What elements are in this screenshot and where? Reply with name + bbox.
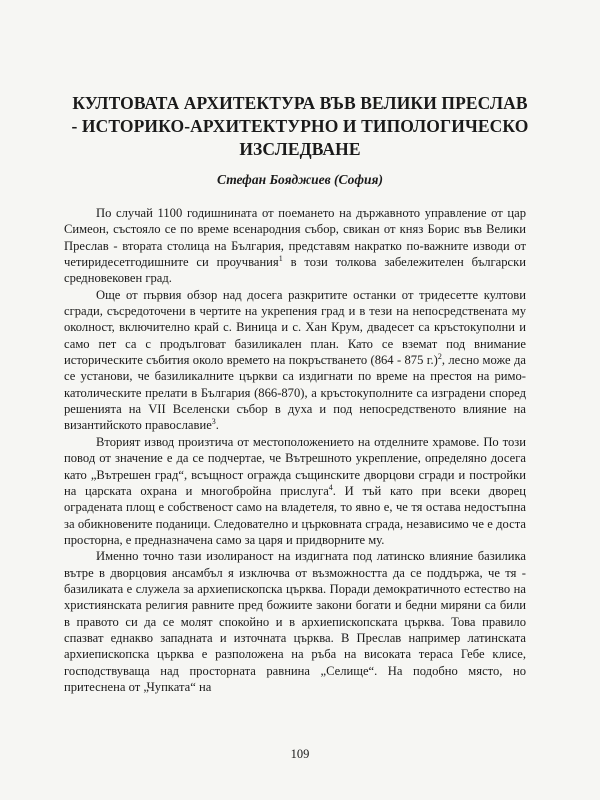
footnote-ref: 2 xyxy=(437,351,442,361)
paragraph-2 xyxy=(64,287,526,434)
footnote-ref: 1 xyxy=(278,253,283,263)
title-line-2: - ИСТОРИКО-АРХИТЕКТУРНО И ТИПОЛОГИЧЕСКО xyxy=(71,116,529,136)
title-line-3: ИЗСЛЕДВАНЕ xyxy=(239,139,361,159)
paragraph-4 xyxy=(64,548,526,695)
footnote-ref: 4 xyxy=(328,482,333,492)
article-body xyxy=(64,205,526,695)
article-title xyxy=(40,92,560,161)
footnote-ref: 3 xyxy=(211,417,216,427)
paragraph-1 xyxy=(64,205,526,287)
author-byline: Стефан Бояджиев (София) xyxy=(217,172,383,187)
page-number: 109 xyxy=(290,747,310,761)
paragraph-text: По случай 1100 годишнината от поемането на държавното управление от цар Симеон, състояло се по време всенародния събор, свикан от княз Борис във Велики Преслав - втората столица на България, представям накратко по-важните изводи от четиридесетгодишните си проучвания xyxy=(64,206,526,270)
paragraph-text: Именно точно тази изолираност на издигната под латинско влияние базилика вътре в дворцовия ансамбъл я изключва от възможността да се поддържа, че тя - базиликата е служела за архиепископска църква. Поради демократичното естество на християнската религия равните пред божиите закони богати и бедни миряни са били в правото си да се молят спокойно и в архиепископската църква. Това правило спазват еднакво западната и източната църква. В Преслав например латинската архиепископска църква е разположена на ръба на високата тераса Гебе клисе, господствуваща над просторната равнина „Селище“. На подобно място, но притеснена от „Чупката“ на xyxy=(64,549,526,694)
paragraph-text: . И тъй като при всеки дворец оградената площ е собственост само на владетеля, то явно е, че тя остава недостъпна за обикновените поданици. Следователно и църковната сграда, независимо че е доста просторна, е предназначена само за царя и придворните му. xyxy=(64,483,526,547)
paragraph-text: , лесно може да се установи, че базиликалните църкви са издигнати по време на престоя на римо-католическите прелати в България (866-870), а кръстокуполните са изградени според решенията на VII Вселенски събор в духа и под непосредственото влияние на византийското православие xyxy=(64,353,526,433)
paragraph-text: в този толкова забележителен български средновековен град. xyxy=(64,255,526,286)
paragraph-text: . xyxy=(215,418,219,433)
paragraph-text: Вторият извод произтича от местоположението на отделните храмове. По този повод от значение е да се подчертае, че Вътрешното укрепление, определяно досега като „Вътрешен град“, всъщност огражда същинските дворцови сгради и постройки на царската охрана и многобройна прислуга xyxy=(64,434,526,498)
paragraph-3 xyxy=(64,434,526,548)
title-line-1: КУЛТОВАТА АРХИТЕКТУРА ВЪВ ВЕЛИКИ ПРЕСЛАВ xyxy=(72,93,528,113)
paragraph-text: Още от първия обзор над досега разкритите останки от тридесетте култови сгради, съсредоточени в чертите на укрепения град и в тези на непосредствената му околност, включително край с. Виница и с. Хан Крум, двадесет са кръстокуполни и само пет са с продълговат базиликален план. Като се вземат под внимание историческите събития около времето на покръстването (864 - 875 г.) xyxy=(64,287,526,368)
